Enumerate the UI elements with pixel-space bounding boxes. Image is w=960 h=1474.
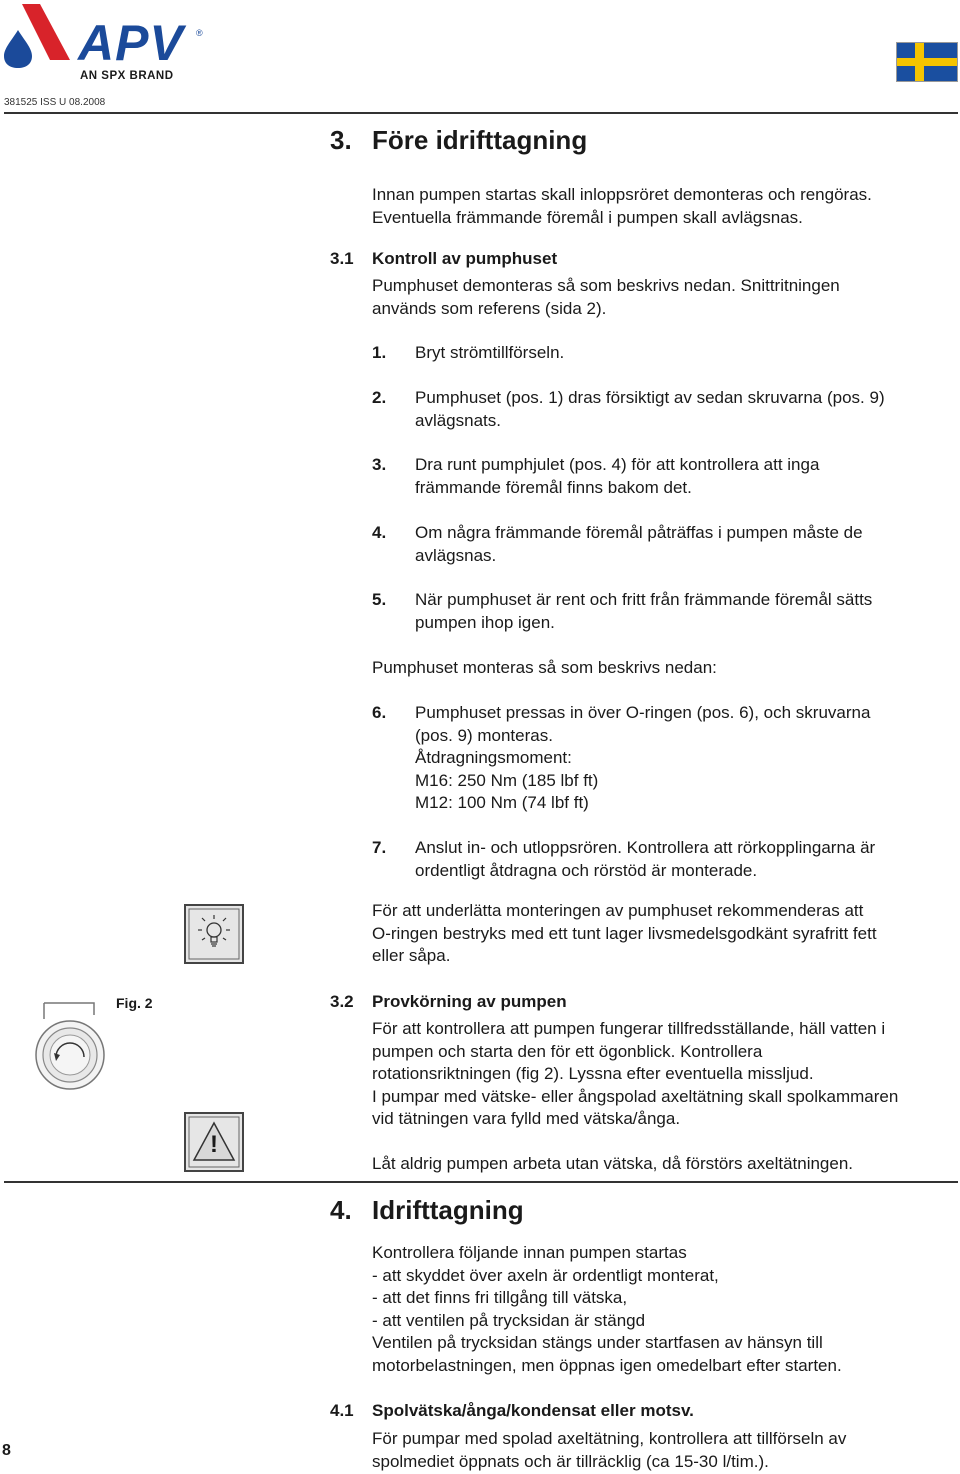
section-3-intro: [372, 184, 872, 229]
page-number: 8: [2, 1442, 11, 1459]
registered-mark: ®: [196, 28, 203, 38]
text-line: pumpen ihop igen.: [415, 612, 555, 632]
section-4-number: 4.: [330, 1195, 352, 1225]
step-text: [415, 702, 870, 815]
text-line: - att ventilen på trycksidan är stängd: [372, 1310, 646, 1330]
text-line: Anslut in- och utloppsrören. Kontrollera att rörkopplingarna är: [415, 838, 876, 857]
section-4-body: [372, 1242, 842, 1377]
text-line: motorbelastningen, men öppnas igen omedelbart efter starten.: [372, 1355, 842, 1375]
text-line: pumpen och starta den för ett ögonblick. Kontrollera: [372, 1041, 763, 1061]
section-4-1-title: Spolvätska/ånga/kondensat eller motsv.: [372, 1401, 694, 1420]
apv-logo: [0, 0, 210, 84]
text-line: M12: 100 Nm (74 lbf ft): [415, 793, 589, 812]
brand-name: APV: [78, 15, 184, 71]
pump-rotation-figure-icon: [30, 995, 110, 1095]
tip-text: [372, 900, 877, 968]
step-list-2: [372, 702, 952, 892]
apv-logo-mark-icon: [0, 0, 80, 70]
section-4-1-body: [372, 1428, 846, 1473]
section-4-1-number: 4.1: [330, 1401, 354, 1420]
step-number: 5.: [372, 590, 387, 609]
text-line: vid tätningen vara fylld med vätska/ånga.: [372, 1109, 681, 1128]
text-line: - att skyddet över axeln är ordentligt monterat,: [372, 1265, 719, 1285]
section-3-1-intro: [372, 275, 840, 320]
text-line: Dra runt pumphjulet (pos. 4) för att kontrollera att inga: [415, 455, 820, 474]
text-line: Åtdragningsmoment:: [415, 748, 572, 767]
text-line: För att underlätta monteringen av pumphuset rekommenderas att: [372, 901, 864, 920]
step-number: 1.: [372, 343, 387, 362]
text-line: För pumpar med spolad axeltätning, kontrollera att tillförseln av: [372, 1429, 847, 1448]
section-4-title: Idrifttagning: [372, 1195, 524, 1225]
step-number: 3.: [372, 455, 387, 474]
section-3-1-title: Kontroll av pumphuset: [372, 249, 558, 268]
step-number: 4.: [372, 523, 387, 542]
step-text: [415, 837, 875, 882]
warning-symbol: !: [210, 1131, 218, 1158]
section-3-number: 3.: [330, 125, 352, 155]
step-text: [415, 342, 564, 365]
section-3-2-number: 3.2: [330, 992, 354, 1011]
step-number: 7.: [372, 838, 387, 857]
document-code: 381525 ISS U 08.2008: [4, 97, 106, 108]
text-line: I pumpar med vätske- eller ångspolad axeltätning skall spolkammaren: [372, 1086, 899, 1106]
section-3-1-number: 3.1: [330, 249, 354, 268]
text-line: Kontrollera följande innan pumpen startas: [372, 1243, 687, 1262]
warning-text: Låt aldrig pumpen arbeta utan vätska, då förstörs axeltätningen.: [372, 1154, 854, 1173]
text-line: För att kontrollera att pumpen fungerar tillfredsställande, häll vatten i: [372, 1019, 886, 1038]
mount-intro: Pumphuset monteras så som beskrivs nedan:: [372, 658, 717, 677]
lightbulb-icon: [184, 904, 244, 964]
text-line: När pumphuset är rent och fritt från främmande föremål sätts: [415, 590, 873, 609]
step-list: [372, 342, 952, 642]
section-3-title: Före idrifttagning: [372, 125, 588, 155]
text-line: avlägsnas.: [415, 545, 497, 565]
header-rule: [4, 112, 958, 114]
section-3-2-body: [372, 1018, 898, 1131]
text-line: spolmediet öppnats och är tillräcklig (ca 15-30 l/tim.).: [372, 1451, 769, 1471]
step-text: [415, 589, 872, 634]
text-line: eller såpa.: [372, 946, 451, 965]
text-line: används som referens (sida 2).: [372, 298, 607, 318]
text-line: Pumphuset demonteras så som beskrivs nedan. Snittritningen: [372, 276, 840, 295]
text-line: O-ringen bestryks med ett tunt lager livsmedelsgodkänt syrafritt fett: [372, 923, 877, 943]
text-line: Pumphuset (pos. 1) dras försiktigt av sedan skruvarna (pos. 9): [415, 388, 885, 407]
text-line: ordentligt åtdragna och rörstöd är monterade.: [415, 860, 758, 880]
text-line: Innan pumpen startas skall inloppsröret demonteras och rengöras.: [372, 185, 872, 204]
step-text: [415, 387, 885, 432]
text-line: Om några främmande föremål påträffas i pumpen måste de: [415, 523, 863, 542]
figure-2-label: Fig. 2: [116, 995, 153, 1011]
text-line: rotationsriktningen (fig 2). Lyssna efter eventuella missljud.: [372, 1064, 814, 1083]
text-line: M16: 250 Nm (185 lbf ft): [415, 770, 599, 790]
warning-icon: [184, 1112, 244, 1172]
swedish-flag-icon: [896, 42, 958, 82]
section-3-2-title: Provkörning av pumpen: [372, 992, 567, 1011]
text-line: Ventilen på trycksidan stängs under startfasen av hänsyn till: [372, 1333, 823, 1352]
brand-tagline: AN SPX BRAND: [80, 70, 174, 82]
text-line: (pos. 9) monteras.: [415, 725, 553, 745]
text-line: främmande föremål finns bakom det.: [415, 477, 692, 497]
step-number: 2.: [372, 388, 387, 407]
text-line: Bryt strömtillförseln.: [415, 343, 565, 362]
text-line: avlägsnats.: [415, 410, 501, 430]
section-4-rule: [4, 1181, 958, 1183]
text-line: - att det finns fri tillgång till vätska,: [372, 1288, 628, 1307]
text-line: Eventuella främmande föremål i pumpen skall avlägsnas.: [372, 207, 803, 227]
step-text: [415, 454, 819, 499]
step-text: [415, 522, 863, 567]
text-line: Pumphuset pressas in över O-ringen (pos. 6), och skruvarna: [415, 703, 871, 722]
step-number: 6.: [372, 703, 387, 722]
